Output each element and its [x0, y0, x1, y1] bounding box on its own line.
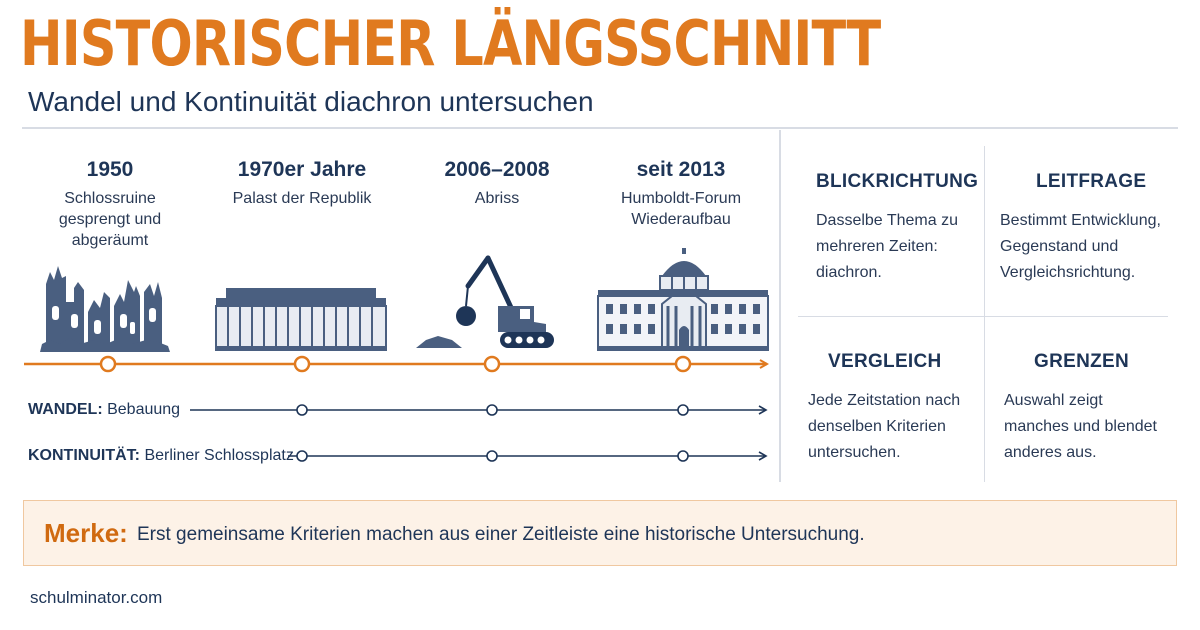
timeline-marker-1950: [101, 357, 115, 371]
timeline-marker-2013: [676, 357, 690, 371]
panel-text: Dasselbe Thema zu mehreren Zeiten: diachron.: [816, 212, 958, 281]
station-1970er: [207, 156, 397, 209]
station-caption: Abriss: [474, 190, 520, 207]
station-2006: [402, 156, 592, 209]
kontinuitaet-marker: [297, 451, 307, 461]
station-year: 1970er Jahre: [237, 158, 367, 181]
timeline-marker-2006: [485, 357, 499, 371]
footer-source: schulminator.com: [30, 588, 163, 607]
merke-text: Erst gemeinsame Kriterien machen aus einer Zeitleiste eine historische Untersuchung.: [137, 524, 865, 545]
humboldt-forum-icon: [596, 246, 770, 352]
station-year: 1950: [86, 158, 134, 181]
timeline-marker-1970: [295, 357, 309, 371]
panel-grenzen: [1004, 350, 1174, 466]
panel-text: Auswahl zeigt manches und blendet anderes aus.: [1004, 392, 1157, 461]
palace-building-icon: [214, 288, 388, 352]
panel-heading: VERGLEICH: [828, 351, 942, 372]
panel-text: Bestimmt Entwicklung, Gegenstand und Vergleichsrichtung.: [1000, 212, 1161, 281]
panel-leitfrage: [1000, 170, 1175, 286]
header-divider: [22, 127, 1178, 129]
station-year: seit 2013: [636, 158, 726, 181]
panel-heading: BLICKRICHTUNG: [816, 171, 979, 192]
kontinuitaet-label-key: KONTINUITÄT:: [28, 447, 140, 464]
wandel-marker: [487, 405, 497, 415]
merke-note: [23, 500, 1177, 566]
panel-heading: GRENZEN: [1034, 351, 1129, 372]
panel-text: Jede Zeitstation nach denselben Kriterien untersuchen.: [808, 392, 961, 461]
section-divider: [779, 130, 781, 482]
wandel-marker: [297, 405, 307, 415]
wandel-marker: [678, 405, 688, 415]
kontinuitaet-marker: [678, 451, 688, 461]
wandel-label-key: WANDEL:: [28, 401, 103, 418]
panel-heading: LEITFRAGE: [1036, 171, 1147, 192]
station-year: 2006–2008: [444, 158, 550, 181]
panel-blickrichtung: [816, 170, 996, 286]
timeline-markers: [101, 357, 690, 371]
kontinuitaet-marker: [487, 451, 497, 461]
kontinuitaet-label: [28, 446, 294, 466]
wandel-label-value: Bebauung: [107, 401, 181, 418]
merke-label: Merke:: [44, 518, 128, 548]
station-2013: [586, 156, 776, 230]
wandel-label: [28, 400, 180, 420]
castle-ruin-icon: [40, 262, 170, 352]
page-title: HISTORISCHER LÄNGSSCHNITT: [20, 7, 881, 80]
panel-vergleich: [808, 350, 980, 466]
panel-divider-horizontal: [798, 316, 1168, 317]
station-caption: Palast der Republik: [232, 190, 372, 207]
station-caption: Schlossruine gesprengt und abgeräumt: [58, 190, 162, 249]
demolition-crane-icon: [416, 252, 566, 354]
kontinuitaet-label-value: Berliner Schlossplatz: [144, 447, 294, 464]
station-1950: [15, 156, 205, 251]
page-subtitle: Wandel und Kontinuität diachron untersuchen: [28, 86, 594, 117]
station-caption: Humboldt-Forum Wiederaufbau: [620, 190, 742, 228]
